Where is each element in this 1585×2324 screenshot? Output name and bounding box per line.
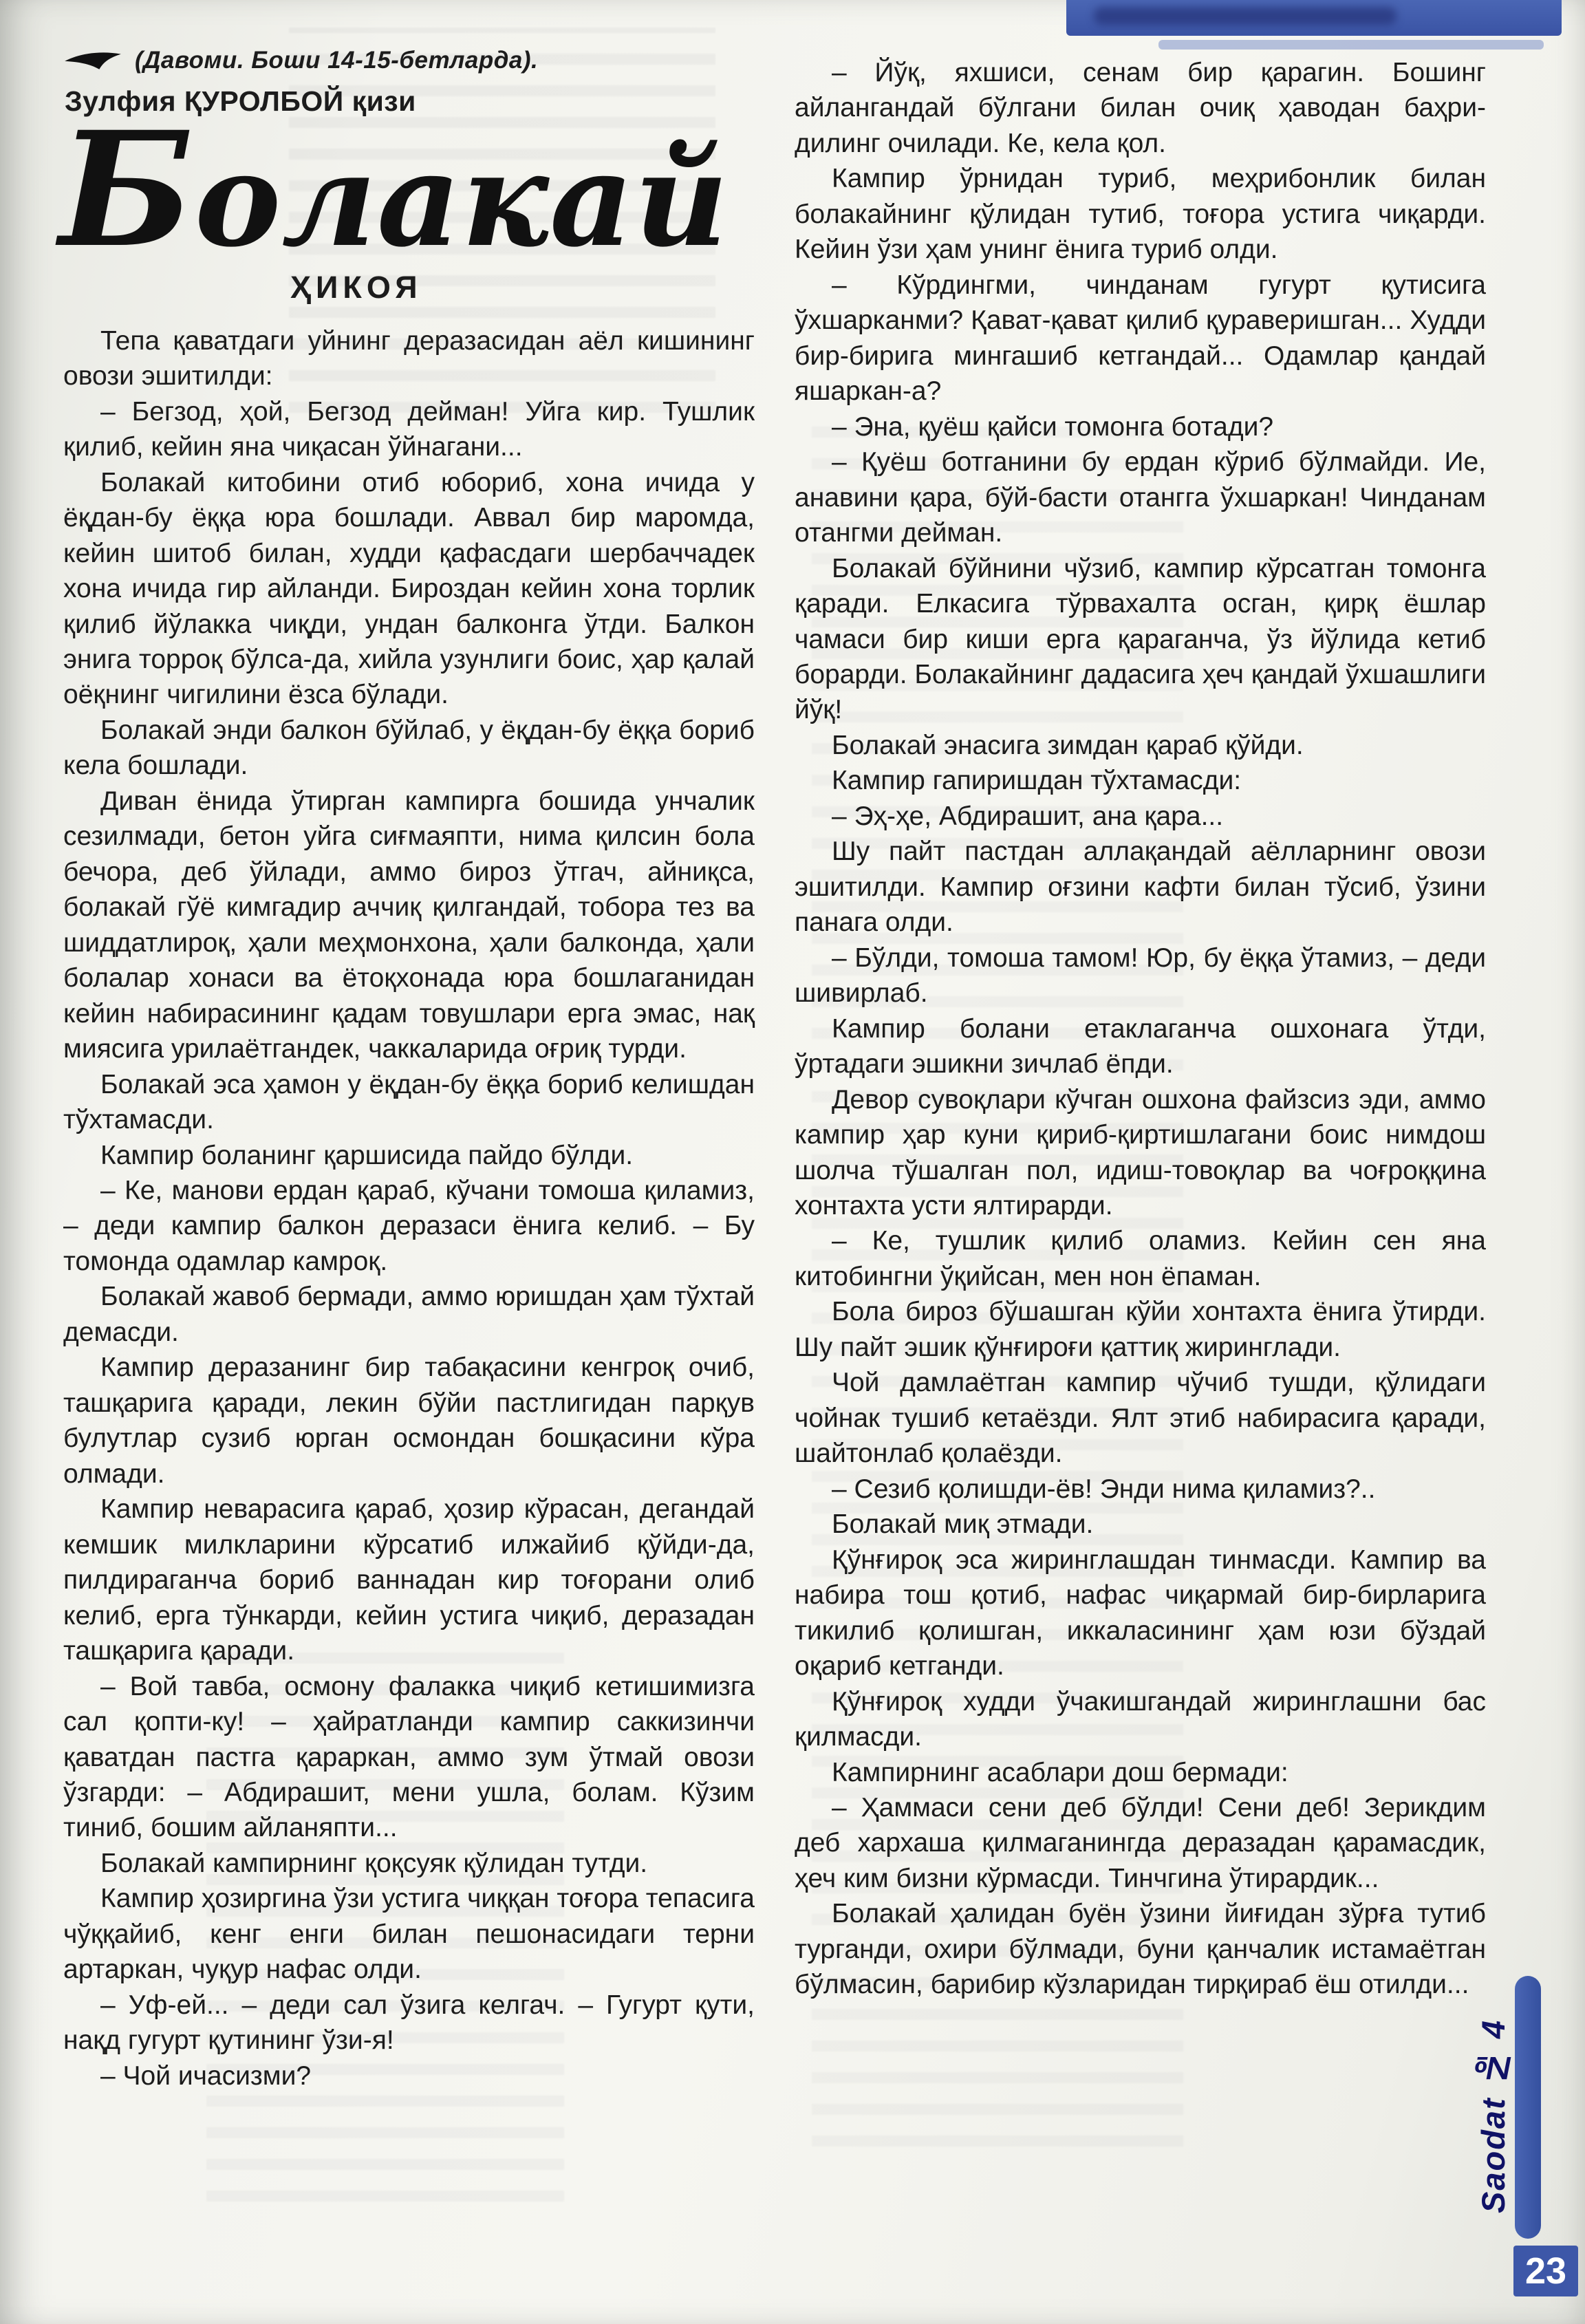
paragraph: – Қуёш ботганини бу ердан кўриб бўлмайди. Ие, анавини қара, бўй-басти отангга ўхшаркан! Чинданам отангми дейман. [795,447,1486,548]
paragraph: Кампир ҳозиргина ўзи устига чиққан тоғора тепасига чўққайиб, кенг енги билан пешонасидаги терни артаркан, чуқур нафас олди. [63,1884,755,1985]
paragraph: Болакай энасига зимдан қараб қўйди. [832,730,1304,760]
paragraph: Болакай ҳалидан буён ўзини йиғидан зўрға тутиб турганди, охири бўлмади, буни қанчалик истамаётган бўлмасин, барибир кўзларидан тирқираб ёш отилди... [795,1899,1486,2000]
paragraph: – Сезиб қолишди-ёв! Энди нима қиламиз?.. [832,1474,1376,1504]
page-number: 23 [1513,2246,1578,2296]
paragraph: – Йўқ, яхшиси, сенам бир қарагин. Бошинг айлангандай бўлгани билан очиқ ҳаводан баҳри-дилинг очилади. Ке, кела қол. [795,58,1486,158]
paragraph: – Бегзод, ҳой, Бегзод дейман! Уйга кир. Тушлик қилиб, кейин яна чиқасан ўйнагани... [63,396,755,462]
paragraph: Чой дамлаётган кампир чўчиб тушди, қўлидаги чойнак тушиб кетаёзди. Ялт этиб набирасига қаради, шайтонлаб қолаёзди. [795,1368,1486,1469]
paragraph: Диван ёнида ўтирган кампирга бошида унчалик сезилмади, бетон уйга сиғмаяпти, нима қилсин бола бечора, деб ўйлади, аммо бироз ўтгач, айниқса, болакай гўё кимгадир аччиқ қилгандай, тобора тез ва шиддатлироқ, ҳали меҳмонхона, ҳали балконда, ҳали болалар хонаси ва ётоқхонада юра бошлаганидан кейин набирасининг қадам товушлари ерга эмас, нақ миясига урилаётгандек, чаккаларида оғриқ турди. [63,786,755,1064]
paragraph: – Ҳаммаси сени деб бўлди! Сени деб! Зерикдим деб хархаша қилмаганингда деразадан қарамасдик, ҳеч ким бизни кўрмасди. Тинчгина ўтирардик... [795,1792,1486,1893]
right-column [795,40,1486,2094]
paragraph: Кампир гапиришдан тўхтамасди: [832,766,1242,796]
paragraph: – Кўрдингми, чинданам гугурт қутисига ўхшарканми? Қават-қават қилиб қураверишган... Худди бир-бирига мингашиб кетгандай... Одамлар қандай яшаркан-а? [795,270,1486,407]
paragraph: Болакай миқ этмади. [832,1509,1094,1540]
continuation-row [63,47,755,74]
continuation-note: (Давоми. Боши 14-15-бетларда). [135,47,539,74]
paragraph: Кампир боланинг қаршисида пайдо бўлди. [100,1140,634,1170]
paragraph: Кампир ўрнидан туриб, меҳрибонлик билан болакайнинг қўлидан тутиб, тоғора устига чиқарди. Кейин ўзи ҳам унинг ёнига туриб олди. [795,164,1486,265]
side-accent-bar [1515,1976,1541,2239]
paragraph: Кампир болани етаклаганча ошхонага ўтди, ўртадаги эшикни зичлаб ёпди. [795,1013,1486,1079]
story-header [59,47,755,305]
paragraph: Болакай энди балкон бўйлаб, у ёқдан-бу ёққа бориб кела бошлади. [63,715,755,781]
paragraph: – Чой ичасизми? [100,2061,312,2091]
paragraph: Кампир неварасига қараб, ҳозир кўрасан, дегандай кемшик милкларини кўрсатиб илжайиб қўйди-да, пилдираганча бориб ваннадан кир тоғорани олиб келиб, ерга тўнкарди, кейин устига чиқиб, деразадан ташқарига қаради. [63,1494,755,1666]
story-title: Болакай [59,98,729,283]
top-edge-header-fragment [1066,0,1562,36]
right-column-text [795,40,1486,2003]
paragraph: Бола бироз бўшашган кўйи хонтахта ёнига ўтирди. Шу пайт эшик қўнғироғи қаттиқ жиринглади. [795,1297,1486,1362]
continuation-arrow-icon [63,49,122,72]
paragraph: Кампир деразанинг бир табақасини кенгроқ очиб, ташқарига қаради, лекин бўйи пастлигидан парқув булутлар сузиб юрган осмондан бошқасини кўра олмади. [63,1353,755,1489]
paragraph: Девор сувоқлари кўчган ошхона файзсиз эди, аммо кампир ҳар куни қириб-қиртишлагани боис нимдош шолча тўшалган пол, идиш-товоқлар ва чоғроққина хонтахта усти ялтирарди. [795,1084,1486,1220]
paragraph: – Вой тавба, осмону фалакка чиқиб кетишимизга сал қопти-ку! – ҳайратланди кампир саккизинчи қаватдан пастга қараркан, аммо зум ўтмай овози ўзгарди: – Абдирашит, мени ушла, болам. Кўзим тиниб, бошим айланяпти... [63,1671,755,1843]
story-genre: ҲИКОЯ [290,269,422,305]
left-column [59,40,755,2094]
paragraph: – Уф-ей... – деди сал ўзига келгач. – Гугурт қути, нақд гугурт қутининг ўзи-я! [63,1990,755,2056]
paragraph: – Эҳ-ҳе, Абдирашит, ана қара... [832,801,1224,831]
paragraph: – Ке, манови ердан қараб, кўчани томоша қиламиз, – деди кампир балкон деразаси ёнига келиб. – Бу томонда одамлар камроқ. [63,1176,755,1276]
paragraph: – Ке, тушлик қилиб оламиз. Кейин сен яна китобингни ўқийсан, мен нон ёпаман. [795,1226,1486,1291]
paragraph: – Бўлди, томоша тамом! Юр, бу ёққа ўтамиз, – деди шивирлаб. [795,943,1486,1009]
paragraph: Болакай бўйнини чўзиб, кампир кўрсатган томонга қаради. Елкасига тўрвахалта осган, қирқ ёшлар чамаси бир киши ерга қараганча, ўз йўлида кетиб борарди. Болакайнинг дадасига ҳеч қандай ўхшашлиги йўқ! [795,553,1486,725]
paragraph: Тепа қаватдаги уйнинг деразасидан аёл кишининг овози эшитилди: [63,325,755,391]
story-content [59,40,1486,2094]
left-column-text [63,323,755,2094]
author-name: Зулфия ҚУРОЛБОЙ қизи [65,85,416,117]
paragraph: Кампирнинг асаблари дош бермади: [832,1757,1289,1787]
paragraph: Шу пайт пастдан аллақандай аёлларнинг овози эшитилди. Кампир оғзини кафти билан тўсиб, ўзини панага олди. [795,837,1486,938]
paragraph: Болакай китобини отиб юбориб, хона ичида у ёқдан-бу ёққа юра бошлади. Аввал бир маромда, кейин шитоб билан, худди қафасдаги шербаччадек хона ичида гир айланди. Бироздан кейин хона торлик қилиб йўлакка чиқди, ундан балконга ўтди. Балкон энига торроқ бўлса-да, хийла узунлиги боис, ҳар қалай оёқнинг чигилини ёзса бўлади. [63,467,755,710]
paragraph: – Эна, қуёш қайси томонга ботади? [832,411,1274,442]
paragraph: Болакай кампирнинг қоқсуяк қўлидан тутди. [100,1848,648,1878]
paragraph: Болакай эса ҳамон у ёқдан-бу ёққа бориб келишдан тўхтамасди. [63,1069,755,1135]
paragraph: Қўнғироқ эса жиринглашдан тинмасди. Кампир ва набира тош қотиб, нафас чиқармай бир-бирларига тикилиб қолишган, иккаласининг ҳам юзи бўздай оқариб кетганди. [795,1545,1486,1681]
paragraph: Болакай жавоб бермади, аммо юришдан ҳам тўхтай демасди. [63,1282,755,1347]
magazine-name-vertical: Saodat № 4 [1475,2019,1511,2213]
paragraph: Қўнғироқ худди ўчакишгандай жиринглашни бас қилмасди. [795,1686,1486,1752]
top-edge-header-text-smudge [1094,7,1397,25]
